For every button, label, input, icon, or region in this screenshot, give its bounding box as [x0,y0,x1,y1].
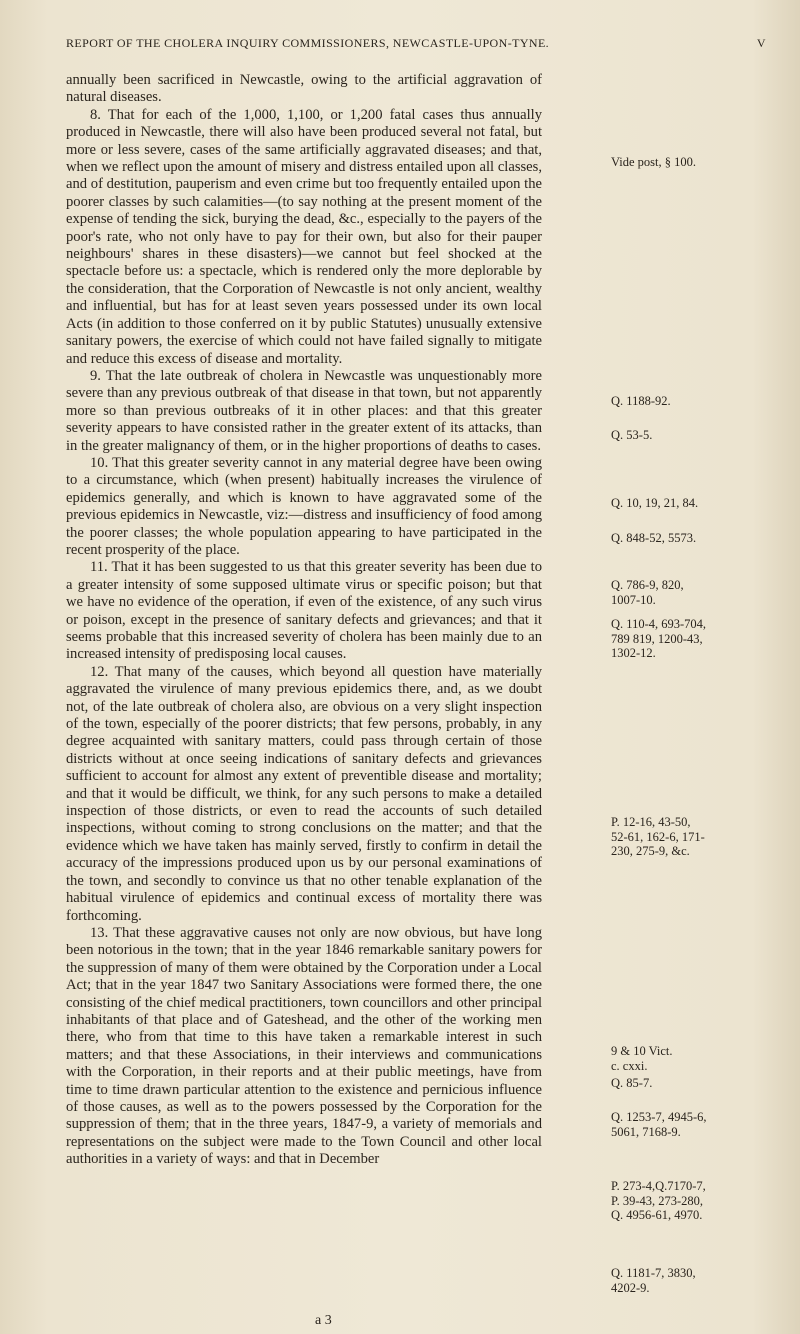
margin-note: Q. 1188-92. [611,394,671,408]
paragraph-8: 8. That for each of the 1,000, 1,100, or 1,200 fatal cases thus annually produced in Newcastle, there will also have been produced several not fatal, but more or less severe, cases of the same artificially aggravated diseases; and that, when we reflect upon the amount of misery and distress entailed upon all classes, and of destitution, pauperism and even crime but too frequently entailed upon the poorer classes by such calamities—(to say nothing at the present moment of the expense of tending the sick, burying the dead, &c., especially to the payers of the poor's rate, who not only have to pay for their own, but also for their pauper neighbours' shares in these disasters)—we cannot but feel shocked at the spectacle before us: a spectacle, which is rendered only the more deplorable by the consideration, that the Corporation of Newcastle is not only ancient, wealthy and influential, but has for at least seven years possessed under its own local Acts (in addition to those conferred on it by public Statutes) unusually extensive sanitary powers, the exercise of which could not have failed signally to mitigate and reduce this excess of disease and mortality. [66,106,542,367]
margin-note: P. 273-4,Q.7170-7, P. 39-43, 273-280, Q. 4956-61, 4970. [611,1179,706,1222]
margin-note: Q. 1253-7, 4945-6, 5061, 7168-9. [611,1110,707,1139]
paragraph-10: 10. That this greater severity cannot in any material degree have been owing to a circumstance, which (when present) habitually increases the virulence of epidemics generally, and which is known to have aggravated some of the previous epidemics in Newcastle, viz:—distress and insufficiency of food among the poorer classes; the whole population appearing to have participated in the recent prosperity of the place. [66,454,542,558]
margin-note: Q. 53-5. [611,428,653,442]
paragraph-11: 11. That it has been suggested to us that this greater severity has been due to a greater intensity of some supposed ultimate virus or specific poison; but that we have no evidence of the operation, if even of the existence, of any such virus or poison, except in the presence of sanitary defects and grievances; and that it seems probable that this increased severity of cholera has been mainly due to an increased intensity of predisposing local causes. [66,559,542,663]
page-number: V [756,36,766,50]
margin-note: Q. 85-7. [611,1076,653,1090]
signature-mark: a 3 [315,1313,332,1328]
margin-note: Q. 1181-7, 3830, 4202-9. [611,1266,696,1295]
margin-note: Q. 848-52, 5573. [611,531,697,545]
paragraph-13: 13. That these aggravative causes not only are now obvious, but have long been notorious in the town; that in the year 1846 remarkable sanitary powers for the suppression of many of them were obtained by the Corporation under a Local Act; that in the year 1847 two Sanitary Associations were formed there, the one consisting of the chief medical practitioners, town councillors and other principal inhabitants of that place and of Gateshead, and the other of the working men there, who from that time to this have taken a remarkable interest in such matters; and that these Associations, in their interviews and communications with the Corporation, in their reports and at their public meetings, have from time to time drawn particular attention to the existence and pernicious influence of those causes, as well as to the powers possessed by the Corporation for the suppression of them; that in the three years, 1847-9, a variety of memorials and representations on the subject were made to the Town Council and other local authorities in a variety of ways: and that in December [66,924,542,1168]
margin-note: Q. 110-4, 693-704, 789 819, 1200-43, 1302-12. [611,617,707,660]
margin-note: 9 & 10 Vict. c. cxxi. [611,1044,673,1073]
body-text [66,72,542,1169]
header-title: REPORT OF THE CHOLERA INQUIRY COMMISSIONERS, NEWCASTLE-UPON-TYNE. [66,36,550,50]
margin-note: Q. 10, 19, 21, 84. [611,496,699,510]
margin-note: Vide post, § 100. [611,155,697,169]
paragraph-12: 12. That many of the causes, which beyond all question have materially aggravated the virulence of many previous epidemics there, and, as we doubt not, of the late outbreak of cholera also, are obvious on a very slight inspection of the town, especially of the poorer districts; that few persons, probably, in any degree acquainted with sanitary matters, could pass through certain of those districts without at once seeing indications of sanitary defects and grievances sufficient to account for almost any extent of preventible disease and mortality; and that it would be difficult, we think, for any such persons to make a detailed inspection of those districts, or even to read the accounts of such detailed inspections, without coming to strong conclusions on the matter; and that the evidence which we have taken has mainly served, firstly to confirm in detail the accuracy of the impressions produced upon us by our personal examinations of the town, and secondly to convince us that no other tenable explanation of the habitual virulence of epidemics and continual excess of mortality there was forthcoming. [66,663,542,924]
margin-note: P. 12-16, 43-50, 52-61, 162-6, 171- 230, 275-9, &c. [611,815,705,858]
paragraph-7-continued: annually been sacrificed in Newcastle, owing to the artificial aggravation of natural diseases. [66,72,542,106]
paragraph-9: 9. That the late outbreak of cholera in Newcastle was unquestionably more severe than any previous outbreak of that disease in that town, but not apparently more so than previous outbreaks of it in other places: and that this greater severity appears to have consisted rather in the greater extent of its attacks, than in the greater malignancy of them, or in the higher proportions of deaths to cases. [66,367,542,454]
margin-note: Q. 786-9, 820, 1007-10. [611,578,684,607]
